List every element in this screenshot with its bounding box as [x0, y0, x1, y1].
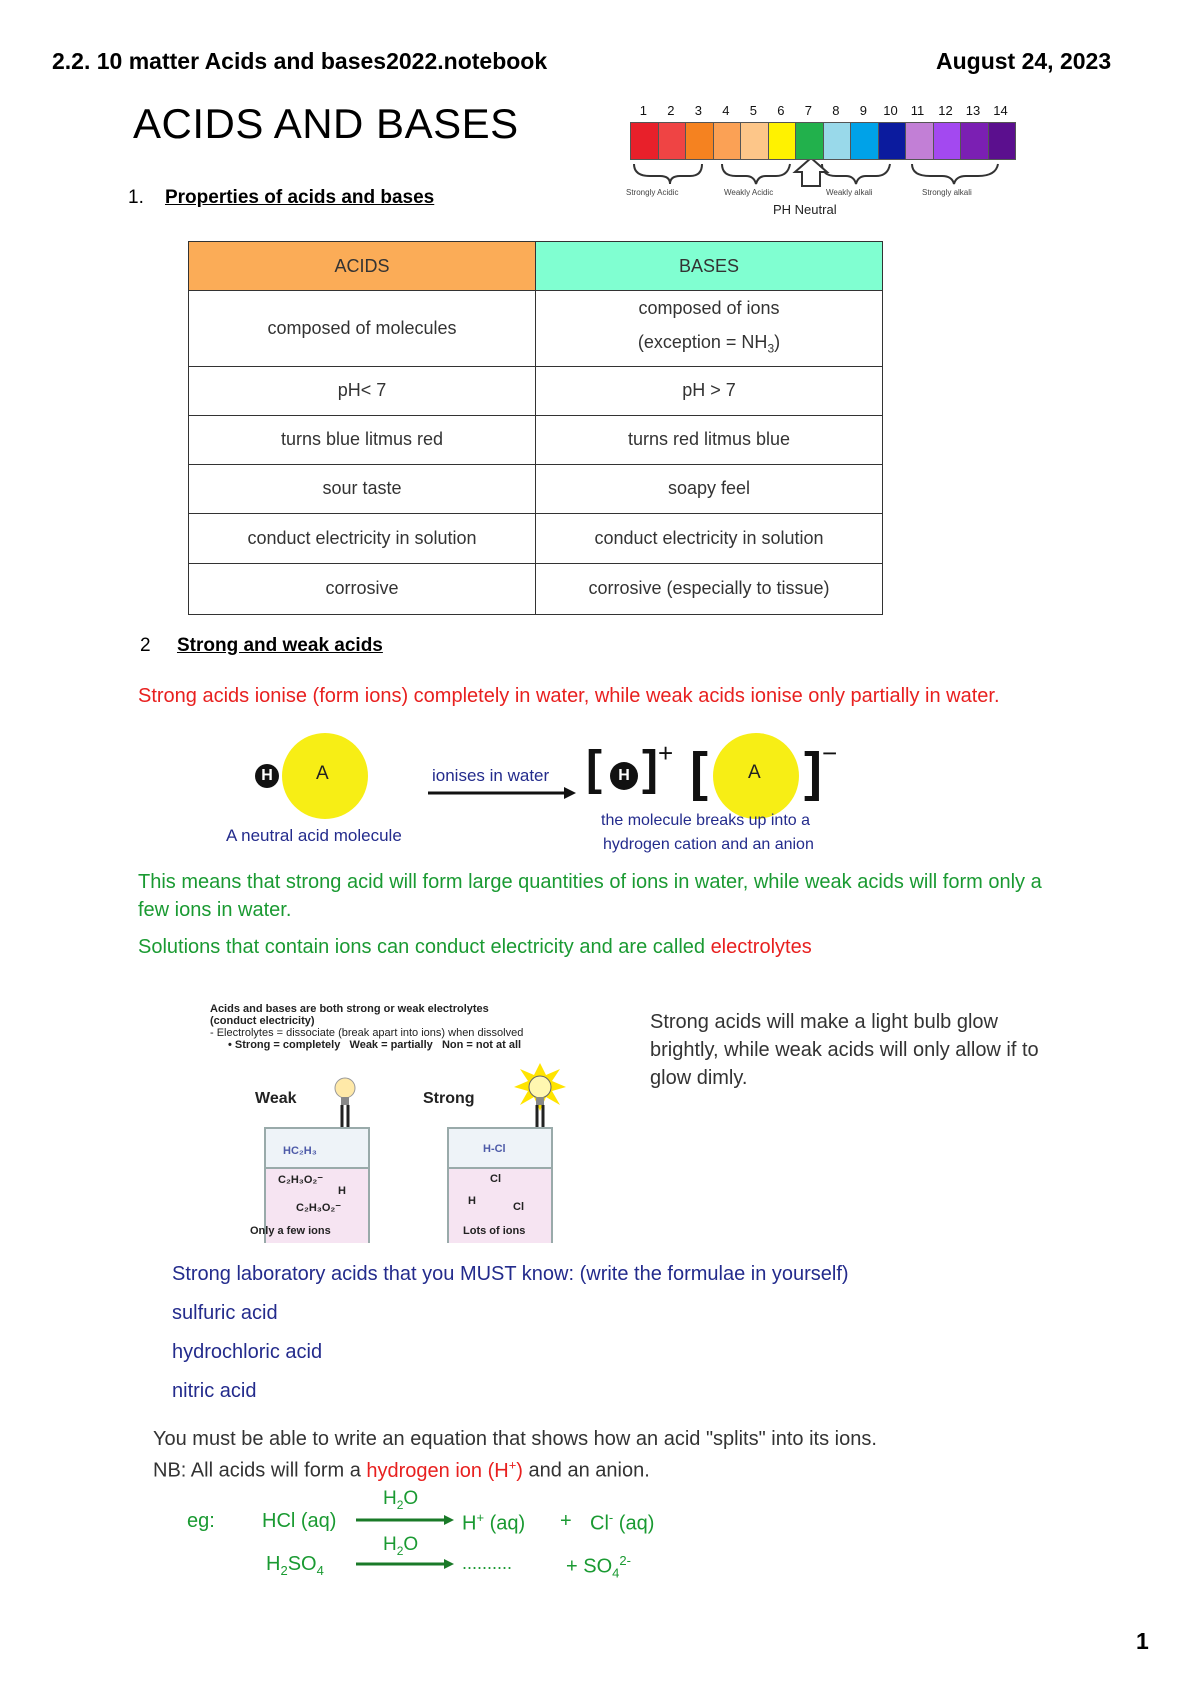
base-cell-text: composed of ions [638, 298, 780, 318]
eq1-water: $H_2O$ [383, 1488, 419, 1512]
section-2-title: Strong and weak acids [176, 635, 383, 656]
ph-group-label: Strongly Acidic [626, 188, 679, 197]
eq2-product-2: + $SO_4^{2-}$ [566, 1553, 631, 1581]
weak-h: H [338, 1185, 346, 1197]
eq1-arrow-icon [356, 1514, 456, 1526]
base-cell: corrosive (especially to tissue) [536, 563, 883, 614]
equation-note-line2: NB: All acids will form a hydrogen ion (H+) and an anion. [153, 1457, 650, 1482]
cation-bracket-open: [ [586, 742, 602, 795]
section-1-heading: 1. Properties of acids and bases [128, 187, 435, 208]
ph-number: 11 [910, 103, 925, 118]
ionise-arrow-icon [428, 786, 578, 800]
cation-bracket-close: ] [642, 742, 658, 795]
ph-number: 7 [804, 103, 812, 118]
table-row [189, 563, 883, 614]
section-2-heading: 2 Strong and weak acids [140, 635, 383, 656]
figure-line2: (conduct electricity) [210, 1015, 315, 1027]
page-number: 1 [1136, 1628, 1149, 1654]
ph-swatch [630, 122, 659, 160]
base-cell: soapy feel [536, 464, 883, 513]
acid-cell: turns blue litmus red [189, 415, 536, 464]
table-header-row [189, 242, 883, 291]
ph-swatch [960, 122, 989, 160]
acids-header: ACIDS [189, 242, 536, 291]
table-row [189, 415, 883, 464]
beaker-figure [210, 1003, 610, 1241]
ph-number: 5 [749, 103, 757, 118]
properties-table [188, 241, 883, 615]
strong-caption: Lots of ions [463, 1225, 526, 1237]
ph-swatch [823, 122, 852, 160]
weak-ion-2: C₂H₃O₂⁻ [296, 1202, 342, 1214]
eq2-product-1: .......... [462, 1553, 513, 1573]
table-row [189, 291, 883, 367]
base-cell [536, 291, 883, 367]
anion-product-label: A [748, 762, 761, 783]
ph-numbers [630, 103, 1030, 119]
table-row [189, 464, 883, 513]
lab-acid-item: nitric acid [172, 1380, 257, 1402]
weak-ion: C₂H₃O₂⁻ [278, 1174, 324, 1186]
eq1-reactant: HCl (aq) [262, 1510, 337, 1532]
table-row [189, 366, 883, 415]
eg-label: eg: [187, 1510, 215, 1532]
ph-scale [626, 100, 1030, 220]
ph-number: 13 [965, 103, 981, 118]
ph-swatch [685, 122, 714, 160]
ph-swatch [878, 122, 907, 160]
acid-cell: corrosive [189, 563, 536, 614]
eq2-reactant: $H_2SO_4$ [266, 1553, 324, 1578]
eq1-product-2: Cl- (aq) [590, 1510, 655, 1535]
hydrogen-ball: H [255, 764, 279, 788]
lab-acid-item: sulfuric acid [172, 1302, 278, 1324]
ph-number: 2 [667, 103, 675, 118]
lab-acid-item: hydrochloric acid [172, 1341, 323, 1363]
base-cell: pH > 7 [536, 366, 883, 415]
strong-means-text: This means that strong acid will form large quantities of ions in water, while weak acids will form only a few ions in water. [138, 871, 1042, 921]
anion-charge: − [822, 738, 838, 768]
ph-swatch [768, 122, 797, 160]
hydrogen-cation-ball: H [610, 762, 638, 790]
header-date: August 24, 2023 [936, 48, 1112, 74]
acid-cell: sour taste [189, 464, 536, 513]
acid-cell: pH< 7 [189, 366, 536, 415]
eq2-arrow-icon [356, 1558, 456, 1570]
weak-formula: HC₂H₃ [283, 1145, 317, 1157]
figure-line1: Acids and bases are both strong or weak electrolytes [210, 1003, 489, 1015]
ph-number: 8 [832, 103, 840, 118]
anion-bracket-open: [ [690, 742, 708, 802]
strong-formula: H-Cl [483, 1143, 506, 1155]
arrow-label: ionises in water [432, 766, 550, 785]
neutral-arrow-icon [795, 160, 827, 186]
electrolytes-text: Solutions that contain ions can conduct electricity and are called electrolytes [138, 936, 812, 958]
page-title: ACIDS AND BASES [133, 100, 519, 147]
eq1-plus: + [560, 1510, 572, 1532]
ph-number: 12 [938, 103, 953, 118]
ph-number: 14 [993, 103, 1008, 118]
figure-line4: • Strong = completely Weak = partially Non = not at all [228, 1039, 522, 1051]
ph-neutral-label: PH Neutral [773, 202, 837, 217]
eq1-product-1: H+ (aq) [462, 1510, 526, 1535]
ph-swatch [658, 122, 687, 160]
lab-acids-intro: Strong laboratory acids that you MUST know: (write the formulae in yourself) [172, 1263, 849, 1285]
breakup-caption-line1: the molecule breaks up into a [601, 812, 811, 829]
ph-swatch [905, 122, 934, 160]
acid-cell: conduct electricity in solution [189, 513, 536, 563]
ph-number: 4 [722, 103, 730, 118]
beaker-drawing [210, 1053, 610, 1243]
ph-color-bar [630, 122, 1016, 160]
ph-swatch [933, 122, 962, 160]
strong-cl: Cl [490, 1173, 501, 1185]
base-cell-note: (exception = $NH_3$) [637, 332, 781, 356]
ph-number: 6 [777, 103, 785, 118]
eq2-water: $H_2O$ [383, 1534, 419, 1558]
strong-label: Strong [423, 1090, 475, 1107]
figure-line3: - Electrolytes = dissociate (break apart into ions) when dissolved [210, 1027, 524, 1039]
weak-label: Weak [255, 1090, 297, 1107]
ph-group-label: Weakly Acidic [724, 188, 774, 197]
bases-header: BASES [536, 242, 883, 291]
breakup-caption-line2: hydrogen cation and an anion [603, 836, 814, 853]
cation-charge: + [658, 738, 674, 768]
base-cell: turns red litmus blue [536, 415, 883, 464]
ph-swatch [850, 122, 879, 160]
ph-swatch [713, 122, 742, 160]
neutral-molecule-caption: A neutral acid molecule [226, 826, 402, 845]
strong-h: H [468, 1195, 476, 1207]
strong-weak-statement: Strong acids ionise (form ions) completely in water, while weak acids ionise only partially in water. [138, 685, 1000, 707]
ph-swatch [988, 122, 1017, 160]
base-cell: conduct electricity in solution [536, 513, 883, 563]
bulb-note: Strong acids will make a light bulb glow brightly, while weak acids will only allow if to glow dimly. [650, 1011, 1039, 1089]
anion-bracket-close: ] [804, 742, 822, 802]
ph-number: 3 [694, 103, 702, 118]
notebook-title: 2.2. 10 matter Acids and bases2022.notebook [52, 48, 548, 74]
ph-group-label: Weakly alkali [826, 188, 873, 197]
electrolytes-term: electrolytes [710, 936, 812, 958]
ph-swatch [740, 122, 769, 160]
anion-label: A [316, 763, 329, 784]
ph-number: 10 [883, 103, 898, 118]
section-1-title: Properties of acids and bases [164, 187, 435, 208]
ph-number: 9 [859, 103, 867, 118]
equation-note-line1: You must be able to write an equation that shows how an acid "splits" into its ions. [153, 1428, 877, 1450]
dim-bulb-icon [335, 1078, 355, 1098]
ph-number: 1 [639, 103, 647, 118]
acid-cell: composed of molecules [189, 291, 536, 367]
ph-group-label: Strongly alkali [922, 188, 972, 197]
weak-caption: Only a few ions [250, 1225, 331, 1237]
ph-swatch [795, 122, 824, 160]
table-row [189, 513, 883, 563]
hydrogen-ion-term: hydrogen ion (H+) [366, 1457, 523, 1482]
strong-cl-2: Cl [513, 1201, 524, 1213]
